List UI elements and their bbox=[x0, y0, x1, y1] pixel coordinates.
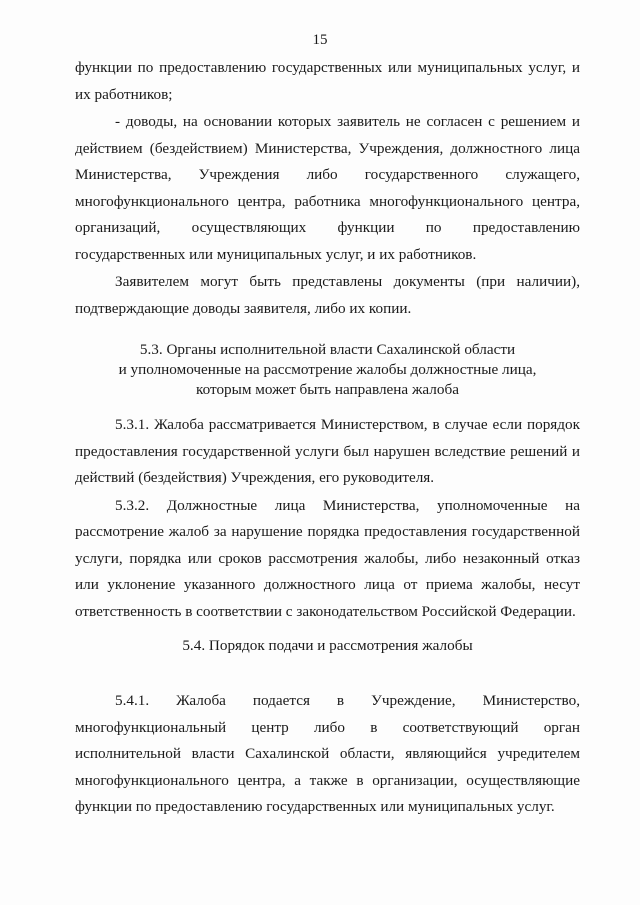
section-5-4-heading-text: 5.4. Порядок подачи и рассмотрения жалобы bbox=[182, 637, 473, 654]
section-5-3-body bbox=[75, 412, 580, 625]
section-5-3-heading-line-1: 5.3. Органы исполнительной власти Сахалинской области bbox=[139, 341, 516, 358]
paragraph-documents: Заявителем могут быть представлены документы (при наличии), подтверждающие доводы заявителя, либо их копии. bbox=[75, 273, 580, 317]
paragraph-continuation: функции по предоставлению государственных или муниципальных услуг, и их работников; bbox=[75, 59, 580, 103]
section-5-4-heading bbox=[75, 636, 580, 656]
section-5-3-heading-line-2: и уполномоченные на рассмотрение жалобы должностные лица, bbox=[118, 361, 537, 378]
text-block-1 bbox=[75, 55, 580, 322]
page-number: 15 bbox=[312, 32, 328, 48]
section-5-4-body bbox=[75, 688, 580, 821]
paragraph-5-3-2: 5.3.2. Должностные лица Министерства, уполномоченные на рассмотрение жалоб за нарушение порядка предоставления государственной услуги, порядка или сроков рассмотрения жалобы, либо незаконный отказ или уклонение указанного должностного лица от приема жалобы, несут ответственность в соответствии с законодательством Российской Федерации. bbox=[75, 496, 580, 620]
section-5-3-heading-line-3: которым может быть направлена жалоба bbox=[196, 381, 459, 398]
paragraph-5-4-1: 5.4.1. Жалоба подается в Учреждение, Министерство, многофункциональный центр либо в соответствующий орган исполнительной власти Сахалинской области, являющийся учредителем многофункционального центра, а также в организации, осуществляющие функции по предоставлению государственных или муниципальных услуг. bbox=[75, 692, 580, 815]
paragraph-arguments: - доводы, на основании которых заявитель не согласен с решением и действием (бездействием) Министерства, Учреждения, должностного лица Министерства, Учреждения либо государственного служащего, многофункционального центра, работника многофункционального центра, организаций, осуществляющих функции по предоставлению государственных или муниципальных услуг, и их работников. bbox=[75, 113, 580, 263]
section-5-3-heading bbox=[75, 340, 580, 400]
paragraph-5-3-1: 5.3.1. Жалоба рассматривается Министерством, в случае если порядок предоставления государственной услуги был нарушен вследствие решений и действий (бездействия) Учреждения, его руководителя. bbox=[75, 416, 580, 486]
